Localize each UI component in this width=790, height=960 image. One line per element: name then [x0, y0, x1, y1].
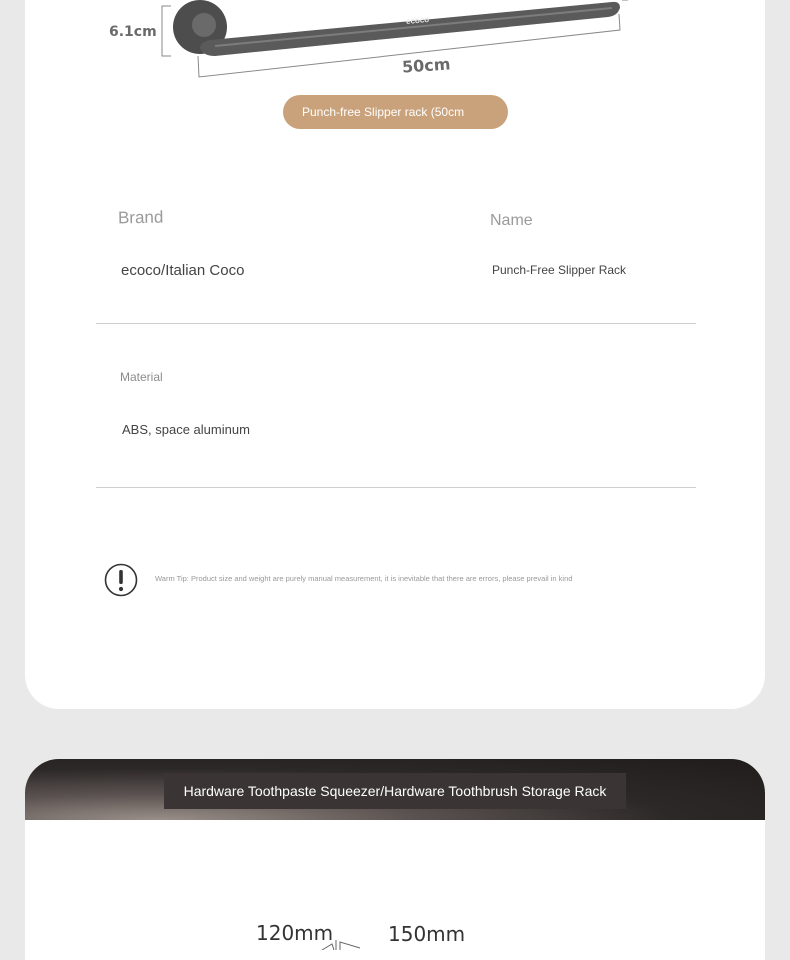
material-label: Material [120, 370, 163, 384]
name-value: Punch-Free Slipper Rack [492, 263, 627, 277]
dimension-120mm-label: 120mm [256, 921, 334, 945]
spec-divider [96, 323, 696, 324]
exclamation-icon [104, 563, 138, 597]
slipper-rack-illustration [0, 0, 790, 90]
warning-text: Warm Tip: Product size and weight are purely manual measurement, it is inevitable that there are errors, please prevail in kind [155, 574, 573, 583]
variant-pill[interactable]: Punch-free Slipper rack (50cm [283, 95, 508, 129]
material-value: ABS, space aluminum [122, 422, 250, 437]
section-title: Hardware Toothpaste Squeezer/Hardware Toothbrush Storage Rack [164, 773, 626, 809]
spec-divider [96, 487, 696, 488]
height-dimension-label: 6.1cm [109, 24, 157, 40]
dimension-bracket [320, 936, 370, 950]
brand-label: Brand [117, 207, 164, 228]
name-label: Name [490, 212, 533, 229]
brand-logo: ecoco [405, 15, 430, 26]
length-dimension-label: 50cm [401, 54, 452, 77]
brand-value: ecoco/Italian Coco [121, 262, 245, 279]
dimension-150mm-label: 150mm [388, 922, 466, 946]
